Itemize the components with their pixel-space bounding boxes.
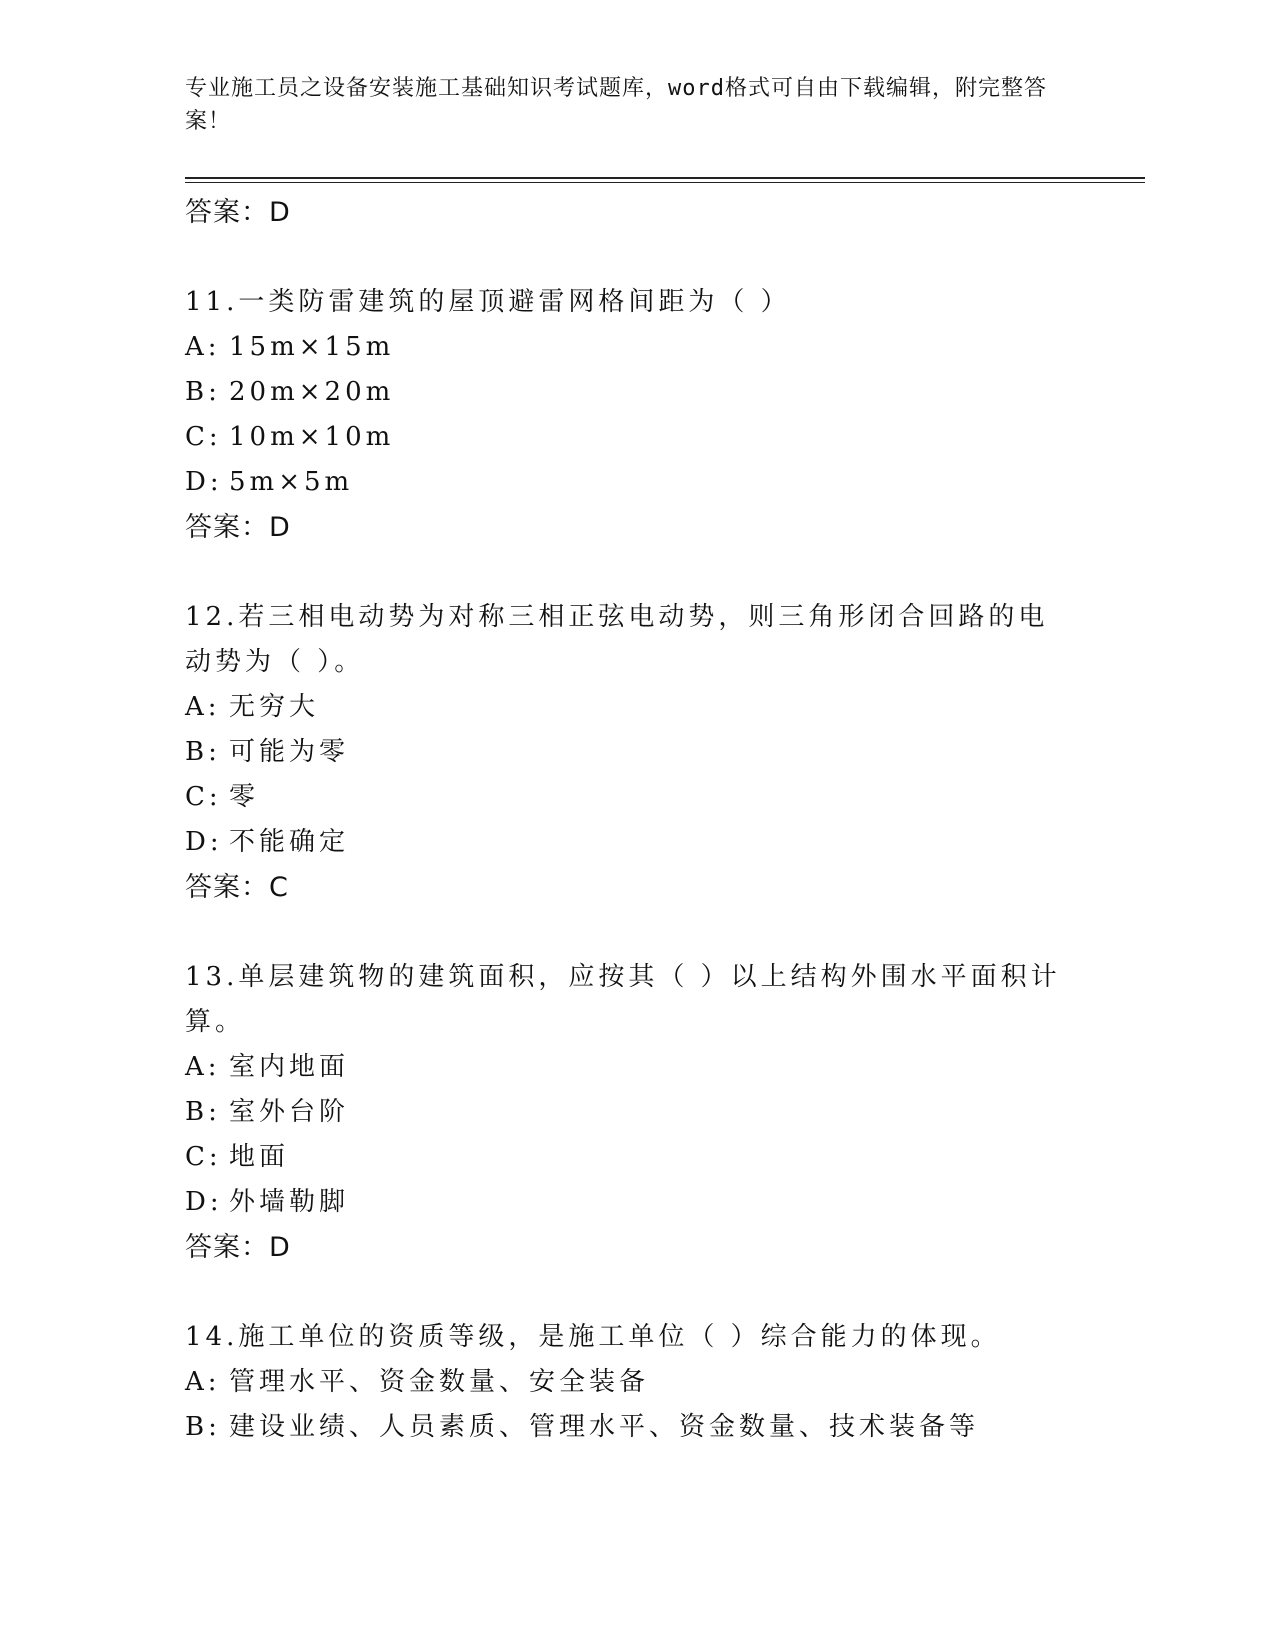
question-list (185, 190, 1085, 1450)
option-text: 管理水平、资金数量、安全装备 (229, 1367, 650, 1397)
option-b (185, 1090, 1085, 1135)
option-letter: D: (185, 1187, 223, 1217)
option-text: 无穷大 (229, 692, 320, 722)
option-letter: B: (185, 377, 221, 407)
option-a (185, 1360, 1085, 1405)
option-d (185, 820, 1085, 865)
option-text: 室内地面 (229, 1052, 350, 1082)
answer-line: 答案：D (185, 197, 291, 228)
option-c (185, 415, 1085, 460)
option-a (185, 685, 1085, 730)
option-letter: C: (185, 422, 222, 452)
option-text: 外墙勒脚 (229, 1187, 350, 1217)
option-text: 不能确定 (229, 827, 350, 857)
option-letter: D: (185, 827, 223, 857)
option-text: 5m×5m (229, 467, 354, 497)
option-letter: A: (185, 332, 221, 362)
option-text: 零 (229, 782, 260, 812)
option-c (185, 775, 1085, 820)
question-text: 14.施工单位的资质等级，是施工单位（ ）综合能力的体现。 (185, 1322, 1001, 1352)
option-letter: A: (185, 1367, 221, 1397)
option-a (185, 1045, 1085, 1090)
option-d (185, 1180, 1085, 1225)
header-divider-thick (185, 177, 1145, 179)
option-a (185, 325, 1085, 370)
option-text: 建设业绩、人员素质、管理水平、资金数量、技术装备等 (229, 1412, 980, 1442)
question-13 (185, 955, 1085, 1270)
option-text: 室外台阶 (229, 1097, 350, 1127)
document-header: 专业施工员之设备安装施工基础知识考试题库，word格式可自由下载编辑，附完整答案！ (185, 76, 1047, 134)
question-12 (185, 595, 1085, 910)
option-c (185, 1135, 1085, 1180)
answer-line: 答案：D (185, 512, 291, 543)
option-b (185, 1405, 1085, 1450)
option-letter: A: (185, 1052, 221, 1082)
option-letter: C: (185, 1142, 222, 1172)
header-divider-thin (185, 182, 1145, 183)
option-text: 地面 (229, 1142, 290, 1172)
option-text: 可能为零 (229, 737, 350, 767)
answer-line: 答案：D (185, 1232, 291, 1263)
option-letter: A: (185, 692, 221, 722)
option-b (185, 730, 1085, 775)
option-letter: B: (185, 1412, 221, 1442)
option-text: 20m×20m (229, 377, 395, 407)
question-text: 13.单层建筑物的建筑面积，应按其（ ）以上结构外围水平面积计算。 (185, 962, 1061, 1037)
answer-line: 答案：C (185, 872, 289, 903)
option-letter: C: (185, 782, 222, 812)
option-letter: B: (185, 737, 221, 767)
question-text: 12.若三相电动势为对称三相正弦电动势，则三角形闭合回路的电动势为（ ）。 (185, 602, 1049, 677)
option-d (185, 460, 1085, 505)
question-text: 11.一类防雷建筑的屋顶避雷网格间距为（ ） (185, 287, 791, 317)
option-b (185, 370, 1085, 415)
option-letter: D: (185, 467, 223, 497)
option-text: 10m×10m (229, 422, 395, 452)
option-text: 15m×15m (229, 332, 395, 362)
question-11 (185, 280, 1085, 550)
question-14 (185, 1315, 1085, 1450)
option-letter: B: (185, 1097, 221, 1127)
